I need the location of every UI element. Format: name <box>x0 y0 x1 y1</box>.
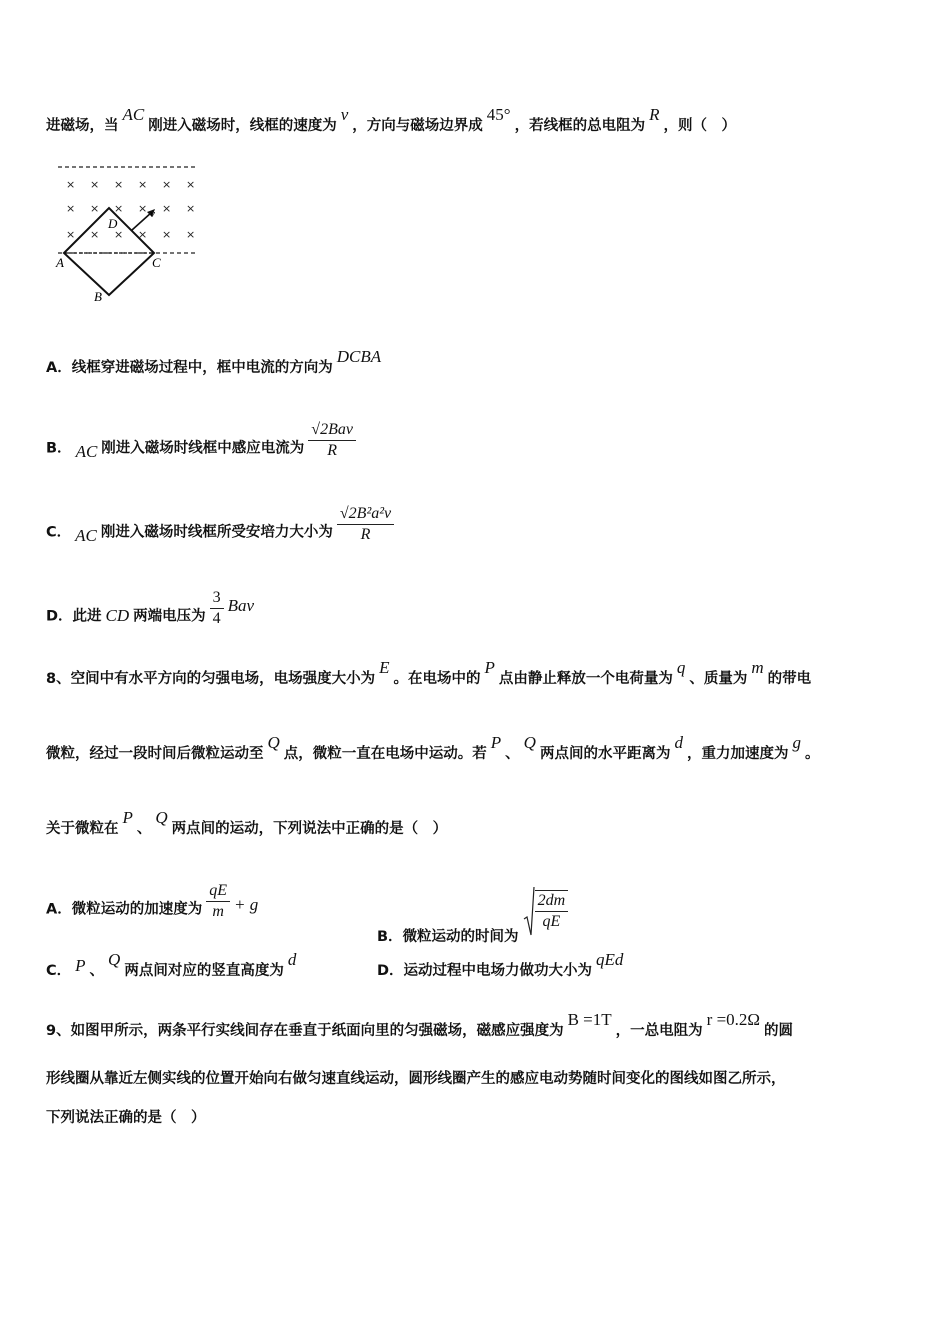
q9-text: 9、如图甲所示，两条平行实线间存在垂直于纸面向里的匀强磁场，磁感应强度为 <box>46 1023 564 1039</box>
option-label: A． <box>46 901 72 918</box>
math-dcba: DCBA <box>336 347 382 366</box>
fraction-denominator: R <box>360 526 371 543</box>
math-bav: Bav <box>227 595 255 615</box>
option-label: D． <box>46 608 73 625</box>
math-ac: AC <box>122 105 145 124</box>
svg-text:×: × <box>114 202 124 215</box>
option-text: 刚进入磁场时线框所受安培力大小为 <box>100 524 333 541</box>
q8-option-d <box>377 950 627 981</box>
svg-text:×: × <box>162 178 172 191</box>
svg-text:×: × <box>186 202 196 215</box>
sqrt-sign: √ <box>311 421 321 438</box>
math-plus-g: + g <box>234 894 259 914</box>
fraction <box>206 881 230 922</box>
svg-text:×: × <box>162 228 172 241</box>
math-q-point: Q <box>108 950 121 969</box>
math-b-eq: B =1T <box>567 1010 612 1029</box>
q9-text: 的圆 <box>764 1023 794 1039</box>
math-q-point: Q <box>267 733 280 752</box>
fraction-denominator: 4 <box>212 610 221 627</box>
q7-option-d <box>46 589 258 637</box>
fraction-numerator: 2Bav <box>320 421 353 438</box>
intro-text-5: ，则（ ） <box>663 118 736 134</box>
fraction-numerator: 2B²a²v <box>348 505 392 522</box>
option-label: B． <box>377 929 403 945</box>
q8-text: 、质量为 <box>689 671 748 687</box>
fraction-numerator: 2dm <box>535 891 569 912</box>
option-text: 两端电压为 <box>133 608 206 625</box>
q8-text: 。 <box>804 746 820 762</box>
svg-text:×: × <box>138 202 148 215</box>
math-p: P <box>484 658 495 677</box>
q8-option-c <box>46 950 300 981</box>
q8-text: 点，微粒一直在电场中运动。若 <box>283 746 487 762</box>
option-label: B． <box>46 440 72 457</box>
intro-text-4: ，若线框的总电阻为 <box>514 118 646 134</box>
math-e: E <box>379 658 390 677</box>
math-v: v <box>340 105 349 124</box>
q8-text: 、 <box>136 821 152 837</box>
option-label: A． <box>46 360 72 376</box>
math-cd: CD <box>105 605 130 625</box>
svg-text:×: × <box>138 178 148 191</box>
fraction-denominator: R <box>327 442 338 459</box>
option-label: C． <box>46 524 72 541</box>
radical-sign <box>523 885 535 937</box>
option-text: 线框穿进磁场过程中，框中电流的方向为 <box>71 360 333 376</box>
svg-text:×: × <box>138 228 148 241</box>
q8-text: 的带电 <box>767 671 812 687</box>
loop-field-figure <box>52 160 212 310</box>
q7-option-c <box>46 505 398 553</box>
math-ac: AC <box>75 441 98 461</box>
math-ac: AC <box>75 525 97 545</box>
svg-text:×: × <box>114 178 124 191</box>
q8-option-a <box>46 882 262 930</box>
q9-line-3 <box>46 1108 206 1128</box>
sqrt-sign: √ <box>339 505 349 522</box>
math-g: g <box>792 733 801 752</box>
fraction-denominator: m <box>212 903 224 920</box>
math-angle: 45° <box>486 105 511 124</box>
q8-line-3 <box>46 808 448 839</box>
math-d: d <box>674 733 683 752</box>
q8-text: 两点间的运动，下列说法中正确的是（ ） <box>171 821 448 837</box>
option-label: C． <box>46 963 72 979</box>
math-q-point: Q <box>523 733 536 752</box>
q9-line-2 <box>46 1069 786 1089</box>
intro-text-2: 刚进入磁场时，线框的速度为 <box>148 118 337 134</box>
option-text: 刚进入磁场时线框中感应电流为 <box>101 440 305 457</box>
q8-line-1 <box>46 658 812 689</box>
svg-text:×: × <box>90 178 100 191</box>
fraction-numerator: 3 <box>210 588 224 609</box>
q8-text: ，重力加速度为 <box>686 746 789 762</box>
fraction <box>535 890 569 932</box>
q9-text: ，一总电阻为 <box>615 1023 703 1039</box>
math-r: R <box>649 105 660 124</box>
q9-line-1 <box>46 1010 794 1041</box>
q8-text: 。在电场中的 <box>393 671 481 687</box>
svg-text:×: × <box>90 202 100 215</box>
label-d: D <box>108 216 118 231</box>
option-text: 微粒运动的时间为 <box>402 929 519 945</box>
fraction-denominator: qE <box>542 913 561 930</box>
q8-line-2 <box>46 733 820 764</box>
option-text: 微粒运动的加速度为 <box>71 901 203 918</box>
sqrt-expression <box>523 885 569 937</box>
label-b: B <box>94 289 102 304</box>
fraction <box>337 504 394 545</box>
label-a: A <box>56 255 64 270</box>
q8-text: 、 <box>505 746 520 762</box>
label-v: v <box>150 208 155 220</box>
math-q: q <box>676 658 686 677</box>
label-c: C <box>152 255 161 270</box>
q8-text: 微粒，经过一段时间后微粒运动至 <box>46 746 264 762</box>
math-p: P <box>490 733 502 752</box>
svg-text:×: × <box>114 228 124 241</box>
intro-line <box>46 105 736 136</box>
q7-option-b <box>46 421 360 469</box>
q8-text: 两点间的水平距离为 <box>539 746 671 762</box>
math-p: P <box>75 956 86 975</box>
math-m: m <box>751 658 764 677</box>
option-text: 运动过程中电场力做功大小为 <box>403 963 593 979</box>
fraction-numerator: qE <box>206 881 230 902</box>
math-q-point: Q <box>155 808 168 827</box>
math-d: d <box>287 950 297 969</box>
svg-text:×: × <box>66 202 76 215</box>
option-label: D． <box>377 963 404 979</box>
q8-text: 关于微粒在 <box>46 821 119 837</box>
q9-text: 形线圈从靠近左侧实线的位置开始向右做匀速直线运动，圆形线圈产生的感应电动势随时间变化的图线如图乙所示， <box>46 1071 786 1087</box>
option-text: 、 <box>89 963 105 979</box>
math-p: P <box>122 808 133 827</box>
math-r-eq: r =0.2Ω <box>706 1010 761 1029</box>
svg-text:×: × <box>90 228 100 241</box>
math-qed: qEd <box>596 950 624 969</box>
q8-text: 8、空间中有水平方向的匀强电场，电场强度大小为 <box>46 671 376 687</box>
svg-text:×: × <box>66 228 76 241</box>
svg-text:×: × <box>162 202 172 215</box>
q8-option-b <box>377 889 572 947</box>
intro-text-3: ，方向与磁场边界成 <box>352 118 483 134</box>
q8-text: 点由静止释放一个电荷量为 <box>498 671 673 687</box>
intro-text-1: 进磁场，当 <box>46 118 119 134</box>
svg-text:×: × <box>66 178 76 191</box>
fraction <box>308 420 356 461</box>
option-text: 此进 <box>72 608 102 625</box>
q9-text: 下列说法正确的是（ ） <box>46 1110 206 1126</box>
option-text: 两点间对应的竖直高度为 <box>124 963 284 979</box>
svg-text:×: × <box>186 178 196 191</box>
svg-text:×: × <box>186 228 196 241</box>
q7-option-a <box>46 347 385 378</box>
fraction <box>210 588 224 629</box>
